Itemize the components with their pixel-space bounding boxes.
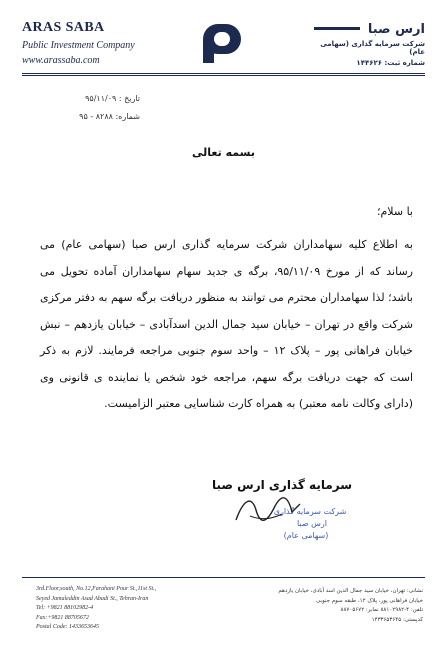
brand-name-english: ARAS SABA — [22, 20, 105, 35]
footer-persian — [223, 587, 423, 625]
header-english — [22, 20, 172, 66]
handwritten-signature-icon — [230, 490, 310, 530]
header-divider-secondary — [22, 75, 425, 76]
header-divider — [22, 73, 425, 74]
footer-divider — [22, 577, 425, 578]
footer-postal-en: Postal Code: 1433653645 — [36, 624, 99, 630]
stamp-line-3: (سهامی عام) — [283, 531, 329, 540]
footer-english — [36, 585, 206, 633]
stamp-line-2: ارس صبا — [296, 519, 328, 528]
footer-address-en-1: 3rd.Floor,south, No.12,Farahani Pour St.,11st St., — [36, 586, 157, 592]
letter-greeting: با سلام؛ — [377, 205, 413, 218]
stamp-line-1: شرکت سرمایه گذاری — [273, 507, 347, 516]
letter-number: شماره: ۸۲۸۸ - ۹۵ — [79, 112, 140, 121]
footer-tel-fa: تلفن: ۴-۸۸۱۰۲۹۸۲ نمابر: ۸۸۷۰۵۶۷۲ — [340, 607, 423, 613]
company-subtitle-persian: شرکت سرمایه گذاری (سهامی عام) — [320, 40, 425, 56]
footer-fax-en: Fax:+9821 88705672 — [36, 614, 89, 621]
footer-address-en-2: Seyed Jamaleddin Asad Abadi St., Tehran-Iran — [36, 595, 149, 602]
registration-number: شماره ثبت: ۱۴۴۶۲۶ — [356, 59, 425, 67]
footer-postal-fa: کدپستی: ۱۴۳۳۶۵۳۶۴۵ — [371, 616, 423, 623]
footer-tel-en: Tel: +9821 88102982-4 — [36, 605, 94, 611]
letter-meta — [40, 94, 140, 130]
signature-title: سرمایه گذاری ارس صبا — [212, 478, 353, 492]
footer-address-fa-2: خیابان فراهانی پور، پلاک ۱۲، طبقه سوم جنوبی — [316, 597, 423, 604]
letter-date: تاریخ : ۹۵/۱۱/۰۹ — [85, 94, 140, 103]
letter-heading: بسمه تعالی — [192, 146, 255, 159]
letter-body-text: به اطلاع کلیه سهامداران شرکت سرمایه گذاری ارس صبا (سهامی عام) می رساند که از مورخ ۹۵/۱۱/۰۹، برگه ی جدید سهام سهامداران آماده تحویل می باشد؛ لذا سهامداران محترم می توانند به منظور دریافت برگه سهم به دفتر مرکزی شرکت واقع در تهران – خیابان سید جمال الدین اسدآبادی – خیابان یازدهم – نبش خیابان فراهانی پور – پلاک ۱۲ – واحد سوم جنوبی مراجعه فرمایند. لازم به ذکر است که جهت دریافت برگه سهم، مراجعه خود شخص یا نماینده ی قانونی وی (دارای وکالت نامه معتبر) به همراه کارت شناسایی معتبر الزامیست. — [40, 238, 413, 410]
brand-bar-decoration — [314, 27, 360, 30]
brand-name-persian: ارس صبا — [367, 22, 425, 37]
website-text: www.arassaba.com — [22, 55, 100, 66]
footer-address-fa-1: نشانی: تهران، خیابان سید جمال الدین اسد آبادی، خیابان یازدهم — [278, 588, 423, 594]
company-subtitle-english: Public Investment Company — [22, 40, 135, 51]
header-persian — [305, 18, 425, 67]
letter-body — [40, 232, 413, 418]
company-logo-icon — [199, 21, 245, 67]
